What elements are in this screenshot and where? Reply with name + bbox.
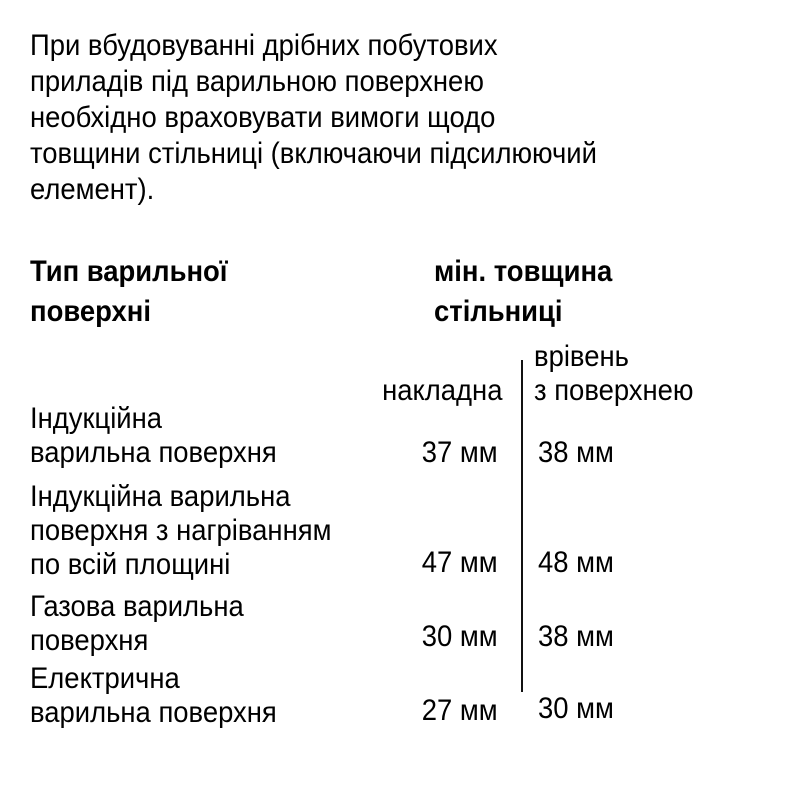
value-flush-induction: 38 мм bbox=[538, 436, 614, 469]
row-type-gas bbox=[30, 590, 244, 658]
subheader-flush-mounted bbox=[534, 340, 693, 408]
row-type-line: поверхня bbox=[30, 624, 149, 657]
subheader-line: з поверхнею bbox=[534, 374, 694, 407]
row-type-induction-full-area bbox=[30, 480, 331, 582]
row-type-line: поверхня з нагріванням bbox=[30, 514, 332, 547]
subheader-line: врівень bbox=[534, 340, 629, 373]
value-surface-induction: 37 мм bbox=[422, 436, 498, 469]
value-flush-induction-full-area: 48 мм bbox=[538, 546, 614, 579]
column-divider bbox=[521, 360, 523, 692]
header-line: Тип варильної bbox=[30, 255, 228, 288]
header-surface-type bbox=[30, 252, 228, 332]
row-type-line: варильна поверхня bbox=[30, 436, 277, 469]
row-type-electric bbox=[30, 662, 277, 730]
subheader-surface-mounted: накладна bbox=[381, 374, 502, 407]
value-flush-gas: 38 мм bbox=[538, 620, 614, 653]
header-min-thickness bbox=[434, 252, 612, 332]
value-surface-induction-full-area: 47 мм bbox=[422, 546, 498, 579]
intro-line: необхідно враховувати вимоги щодо bbox=[30, 101, 496, 134]
header-line: мін. товщина bbox=[434, 255, 613, 288]
value-flush-electric: 30 мм bbox=[538, 692, 614, 725]
row-type-line: Індукційна bbox=[30, 402, 163, 435]
intro-line: приладів під варильною поверхнею bbox=[30, 65, 484, 98]
row-type-line: варильна поверхня bbox=[30, 696, 277, 729]
row-type-line: по всій площині bbox=[30, 548, 231, 581]
row-type-induction bbox=[30, 402, 277, 470]
intro-line: елемент). bbox=[30, 173, 155, 206]
row-type-line: Індукційна варильна bbox=[30, 480, 291, 513]
header-line: поверхні bbox=[30, 295, 151, 328]
row-type-line: Газова варильна bbox=[30, 590, 244, 623]
intro-line: При вбудовуванні дрібних побутових bbox=[30, 29, 498, 62]
intro-line: товщини стільниці (включаючи підсилюючий bbox=[30, 137, 597, 170]
value-surface-gas: 30 мм bbox=[422, 620, 498, 653]
header-line: стільниці bbox=[434, 295, 563, 328]
row-type-line: Електрична bbox=[30, 662, 180, 695]
intro-paragraph bbox=[30, 28, 728, 208]
value-surface-electric: 27 мм bbox=[422, 694, 498, 727]
